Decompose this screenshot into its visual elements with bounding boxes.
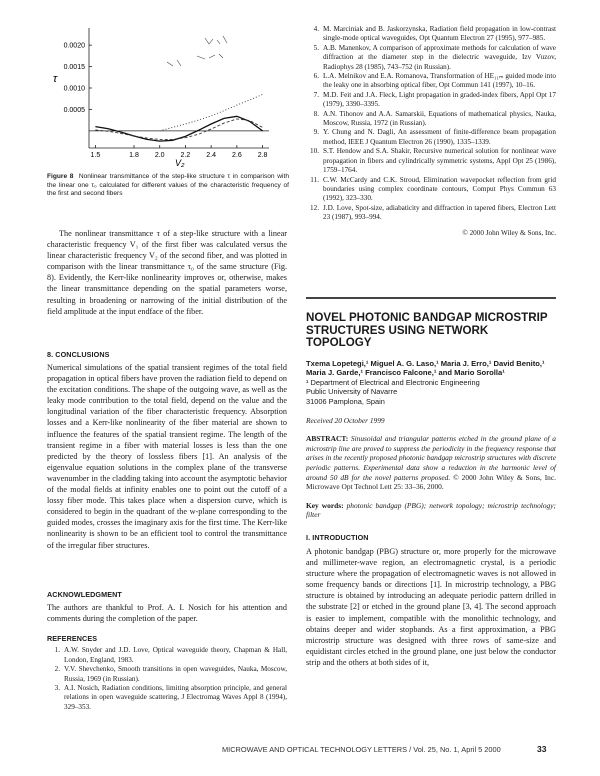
reference-item	[306, 72, 556, 91]
reference-number: 4.	[313, 25, 319, 33]
x-tick-label: 2.6	[231, 152, 242, 159]
key-words-text: photonic bandgap (PBG); network topology; microstrip technology; filter	[306, 500, 556, 520]
reference-text: J.D. Love, Spot-size, adiabaticity and diffraction in tapered fibers, Electron Lett 23 (1987), 993–994.	[323, 203, 556, 222]
affiliation-dept: ¹ Department of Electrical and Electronic Engineering	[306, 377, 480, 387]
curve-annotation-marks	[167, 36, 227, 66]
x-tick-label: 2.8	[257, 152, 268, 159]
reference-text: V.V. Shevchenko, Smooth transitions in open waveguides, Nauka, Moscow, Russia, 1969 (in Russian).	[64, 665, 287, 683]
x-tick-label: 2.0	[154, 152, 165, 159]
abstract-label: ABSTRACT:	[306, 434, 349, 444]
x-tick-label: 1.5	[90, 152, 101, 159]
reference-text: Y. Chung and N. Dagli, An assessment of finite-difference beam propagation method, IEEE J Quantum Electron 26 (1990), 1335–1339.	[323, 128, 556, 146]
abstract	[306, 434, 556, 492]
reference-text: A.B. Manenkov, A comparison of approximate methods for calculation of wave diffraction at the diameter step in the dielectric waveguide, Izv Vuzov, Radiophys 28 (1985), 743–752 (in Russian).	[323, 43, 556, 71]
x-tick-label: 1.8	[129, 152, 139, 159]
reference-number: 6.	[313, 72, 319, 81]
figure-8-chart	[47, 20, 287, 170]
series-line-3	[160, 94, 263, 130]
received-date: Received 20 October 1999	[306, 416, 385, 426]
reference-number: 1.	[54, 646, 60, 655]
reference-item	[47, 665, 287, 684]
reference-item	[306, 25, 556, 44]
reference-item	[47, 646, 287, 665]
reference-text: C.W. McCardy and C.K. Stroud, Elimination wavepocket reflection from grid boundaries using complex coordinate contours, Comput Phys Commun 63 (1992), 323–330.	[323, 175, 556, 203]
reference-number: 7.	[313, 90, 319, 99]
key-words-label: Key words:	[306, 500, 344, 510]
y-tick-label: 0.0010	[63, 85, 85, 93]
reference-text: M. Marciniak and B. Jaskorzynska, Radiation field propagation in low-contrast single-mode optical waveguides, Opt Quantum Electron 27 (1995), 977–985.	[323, 25, 556, 43]
conclusions-section	[47, 350, 287, 551]
y-tick-label: 0.0020	[63, 42, 85, 50]
reference-number: 12.	[310, 203, 319, 212]
caption-label: Figure 8	[47, 173, 74, 180]
article-divider	[306, 297, 556, 299]
acknowledgment-heading: ACKNOWLEDGMENT	[47, 590, 122, 599]
x-tick-label: 2.2	[180, 152, 191, 159]
reference-item	[306, 110, 556, 129]
acknowledgment-section	[47, 590, 287, 624]
x-axis	[89, 131, 269, 148]
affiliation-university: Public University of Navarre	[306, 387, 398, 397]
y-axis-label: τ	[53, 73, 58, 85]
reference-number: 3.	[54, 684, 60, 693]
reference-text: L.A. Melnikov and E.A. Romanova, Transformation of HE₁₁ₘ guided mode into the leaky one in absorbing optical fiber, Opt Commun 141 (1997), 10–16.	[323, 72, 556, 90]
article-header	[306, 312, 556, 668]
reference-text: A.N. Tihonov and A.A. Samarskii, Equations of mathematical physics, Nauka, Moscow, Russia, 1972 (in Russian).	[323, 109, 556, 128]
series-line-1	[95, 116, 262, 141]
reference-text: A.W. Snyder and J.D. Love, Optical waveguide theory, Chapman & Hall, London, England, 1983.	[64, 646, 287, 664]
references-heading: REFERENCES	[47, 634, 98, 643]
x-tick-label: 2.4	[206, 152, 217, 159]
reference-number: 11.	[310, 175, 319, 184]
affiliation-city: 31006 Pamplona, Spain	[306, 396, 385, 406]
paragraph-transmittance: The nonlinear transmittance τ of a step-like structure with a linear characteristic frequency V₁ of the first fiber was calculated versus the linear characteristic frequency V₂ of the second fiber, and was plotted in comparison with the linear transmittance τ₀ of the same structure (Fig. 8). Evidently, the Kerr-like nonlinearity improves or, otherwise, makes the linear transmittance depending on the spatial parameters worse, resulting in broadening or narrowing of the initial distribution of the field amplitude at the input endface of the fiber.	[47, 229, 287, 316]
reference-item	[47, 684, 287, 712]
reference-item	[306, 147, 556, 175]
reference-number: 5.	[313, 43, 319, 52]
figure-caption	[47, 173, 289, 199]
reference-number: 8.	[313, 109, 319, 118]
article-authors: Txema Lopetegi,¹ Miguel A. G. Laso,¹ Maria J. Erro,¹ David Benito,¹ Maria J. Garde,¹ Francisco Falcone,¹ and Mario Sorolla¹	[306, 358, 545, 378]
copyright-line: © 2000 John Wiley & Sons, Inc.	[462, 228, 556, 237]
article-title: NOVEL PHOTONIC BANDGAP MICROSTRIP STRUCTURES USING NETWORK TOPOLOGY	[306, 311, 548, 350]
reference-number: 9.	[313, 128, 319, 137]
key-words	[306, 501, 556, 520]
reference-text: A.I. Nosich, Radiation conditions, limiting absorption principle, and general relations in open waveguide scattering, J Electromag Waves Appl 8 (1994), 329–353.	[64, 684, 287, 711]
reference-item	[306, 176, 556, 204]
journal-footer: MICROWAVE AND OPTICAL TECHNOLOGY LETTERS / Vol. 25, No. 1, April 5 2000	[222, 745, 501, 754]
left-column	[47, 228, 287, 317]
reference-item	[306, 128, 556, 147]
page-number: 33	[537, 744, 547, 754]
caption-text: Nonlinear transmittance of the step-like structure τ in comparison with the linear one τ₀ calculated for different values of the characteristic frequency of the first and second fibers	[47, 173, 289, 198]
references-section-left	[47, 634, 287, 712]
reference-item	[306, 44, 556, 72]
x-axis-label: V₂	[175, 158, 185, 168]
introduction-heading: I. INTRODUCTION	[306, 532, 369, 542]
y-tick-label: 0.0015	[63, 64, 85, 72]
reference-number: 2.	[54, 665, 60, 674]
references-section-right	[306, 25, 556, 238]
abstract-citation: © 2000 John Wiley & Sons, Inc. Microwave Opt Technol Lett 25: 33–36, 2000.	[306, 472, 556, 492]
reference-text: M.D. Feit and J.A. Fleck, Light propagation in graded-index fibers, Appl Opt 17 (1979), 3390–3395.	[323, 90, 556, 109]
reference-number: 10.	[310, 147, 319, 156]
introduction-text: A photonic bandgap (PBG) structure or, more properly for the microwave and millimeter-wave region, an electromagnetic crystal, is a periodic structure where the propagation of electromagnetic waves is not allowed in some frequency bands or directions [1]. In microstrip technology, a PBG structure is obtained by introducing an adequate periodic pattern drilled in the substrate [2] or etched in the ground plane [3, 4]. The second approach is easier to implement, compatible with the monolithic technology, and obtains deeper and wider stopbands. As a first approximation, a PBG microstrip structure was designed with three rows of same-size and equidistant circles etched in the ground plane, one just below the conductor strip and the others at both sides of it,	[306, 546, 556, 667]
abstract-text: Sinusoidal and triangular patterns etched in the ground plane of a microstrip line are proved to suppress the periodicity in the frequency response that arises in the recently proposed photonic bandgap microstrip structures with discrete periodic patterns. Experimental data show a reduction in the harmonic level of around 50 dB for the novel patterns proposed.	[306, 434, 556, 482]
reference-text: S.T. Hendow and S.A. Shakir, Recursive numerical solution for nonlinear wave propagation in fibers and cylindrically symmetric systems, Appl Opt 25 (1986), 1759–1764.	[323, 147, 556, 175]
reference-item	[306, 91, 556, 110]
y-tick-label: 0.0005	[63, 106, 85, 114]
conclusions-text: Numerical simulations of the spatial transient regimes of the total field propagation in optical fibers have proven the radiation field to depend on the excitation conditions. The shape of the outgoing wave, as well as the leaky mode contribution to the total field, depend on the value and the longitudinal variation of the fiber characteristic frequency. Absorption losses and a Kerr-like nonlinearity of the fiber material are shown to influence the features of the spatial transient regime. The length of the transient regime in a fiber with material losses is less than the one predicted by the theory of lossless fibers [1]. An analysis of the eigenvalue equation solutions in the complex plane of the transverse wavenumber in the cladding taking into account the asymptotic behavior of the modal fields at infinity enables one to point out the cutoff of a lossy fiber mode. This takes place when a dispersion curve, which is considered to begin in the quadrant of the w-plane corresponding to the guided modes, crosses the imaginary axis for the first time. The Kerr-like nonlinearity is shown to be an efficient tool to control the transmittance of the irregular fiber structures.	[47, 363, 288, 550]
conclusions-heading: 8. CONCLUSIONS	[47, 350, 110, 359]
series-line-2	[95, 119, 262, 139]
acknowledgment-text: The authors are thankful to Prof. A. I. Nosich for his attention and comments during the completion of the paper.	[47, 603, 287, 624]
reference-item	[306, 204, 556, 223]
